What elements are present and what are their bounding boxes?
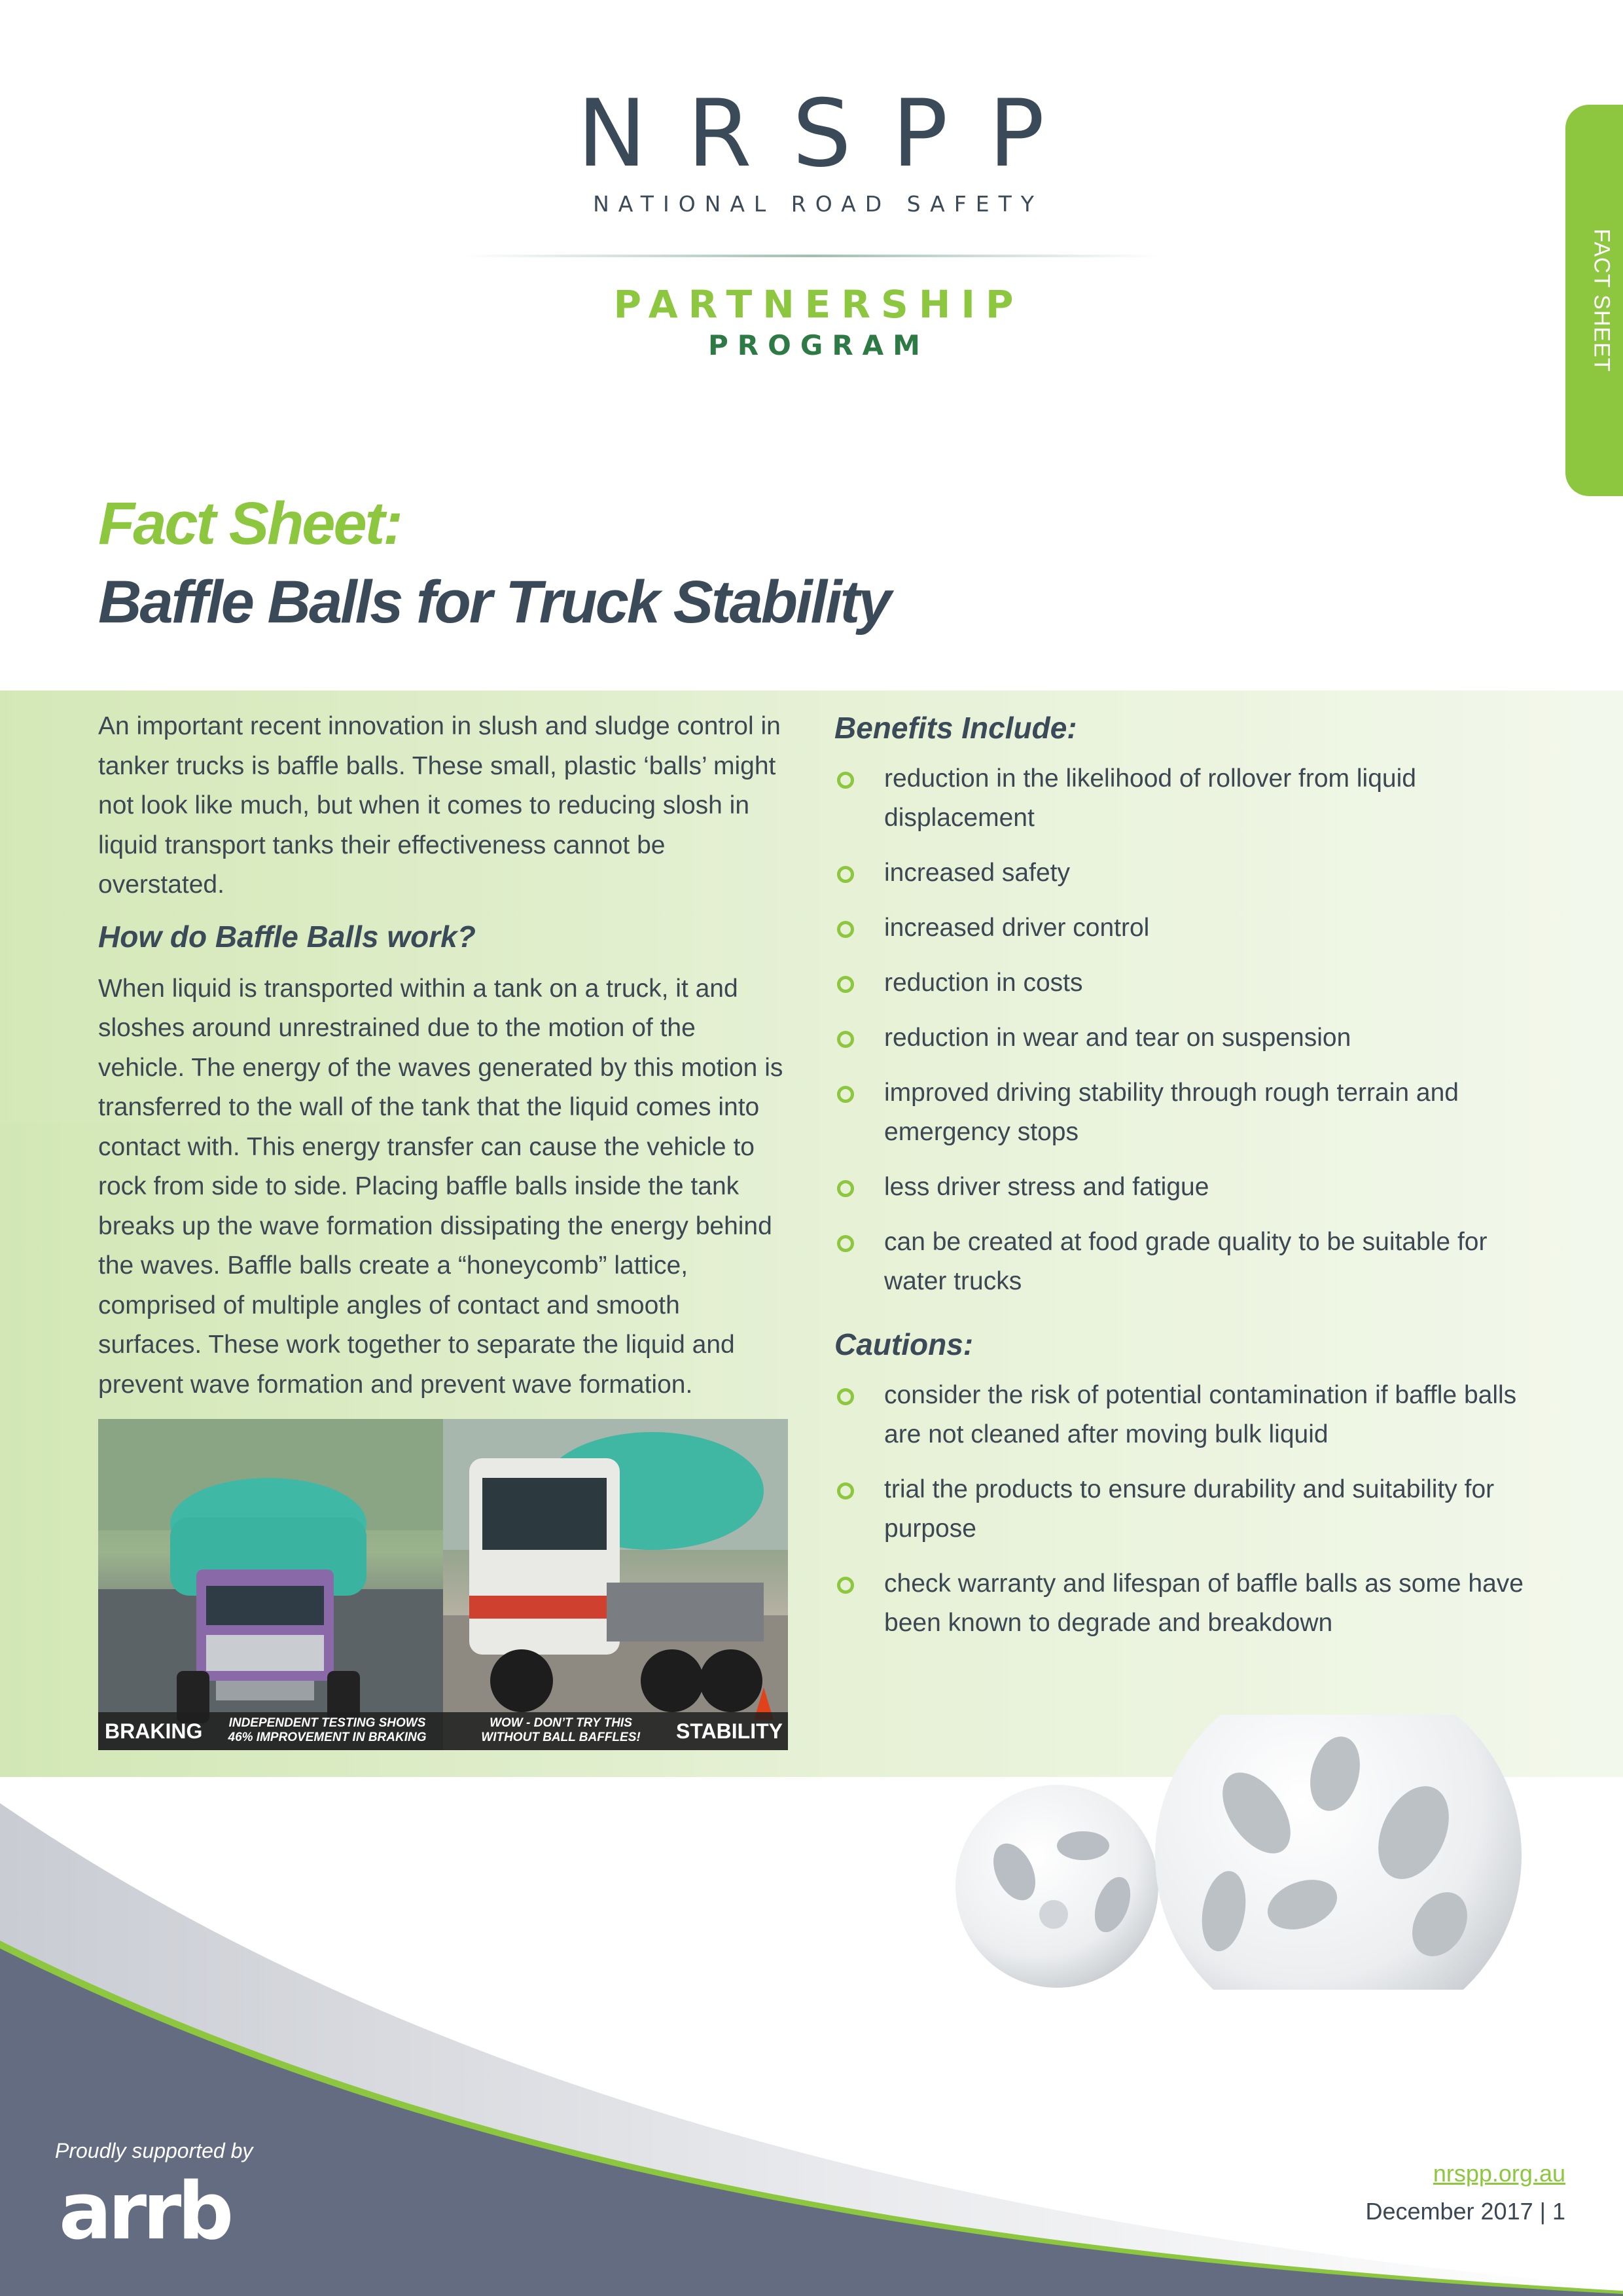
logo-program: PROGRAM	[708, 329, 929, 361]
cautions-heading: Cautions:	[834, 1327, 974, 1361]
arrb-logo: arrb	[59, 2166, 230, 2257]
intro-paragraph: An important recent innovation in slush and sludge control in tanker trucks is baffle balls. These small, plastic ‘balls’ might not look like much, but when it comes to reducing slosh in liquid transport tanks their effectiveness cannot be overstated.	[98, 712, 781, 899]
list-item: reduction in wear and tear on suspension	[834, 1018, 1541, 1058]
supported-by-label: Proudly supported by	[55, 2139, 253, 2162]
list-item: can be created at food grade quality to be suitable for water trucks	[834, 1223, 1541, 1301]
fact-sheet-tab-label: FACT SHEET	[1589, 228, 1614, 372]
braking-note: INDEPENDENT TESTING SHOWS 46% IMPROVEMENT IN BRAKING	[228, 1716, 427, 1744]
list-item: less driver stress and fatigue	[834, 1168, 1541, 1207]
stability-note: WOW - DON’T TRY THIS WITHOUT BALL BAFFLES!	[481, 1716, 641, 1744]
logo-partnership: PARTNERSHIP	[613, 282, 1024, 327]
bullet-icon	[837, 1235, 854, 1252]
date-page-number: December 2017 | 1	[1365, 2198, 1565, 2225]
truck-braking-illustration	[98, 1419, 443, 1750]
right-column	[834, 707, 1541, 1659]
title-line-1: Fact Sheet:	[98, 490, 401, 557]
list-item: check warranty and lifespan of baffle balls as some have been known to degrade and breakdown	[834, 1564, 1541, 1643]
bullet-icon	[837, 1577, 854, 1594]
baffle-balls-illustration	[916, 1715, 1544, 1990]
bullet-icon	[837, 976, 854, 993]
benefits-heading: Benefits Include:	[834, 711, 1077, 745]
bullet-icon	[837, 866, 854, 883]
benefits-list	[834, 759, 1541, 1301]
braking-label: BRAKING	[105, 1719, 203, 1743]
title-line-2: Baffle Balls for Truck Stability	[98, 569, 890, 636]
bullet-icon	[837, 1086, 854, 1103]
stability-label: STABILITY	[676, 1719, 783, 1743]
list-item: trial the products to ensure durability and suitability for purpose	[834, 1470, 1541, 1549]
truck-photos	[98, 1419, 788, 1750]
list-item: consider the risk of potential contamination if baffle balls are not cleaned after moving bulk liquid	[834, 1376, 1541, 1454]
bullet-icon	[837, 1388, 854, 1405]
list-item: improved driving stability through rough terrain and emergency stops	[834, 1073, 1541, 1152]
truck-stability-illustration	[443, 1419, 788, 1750]
how-heading: How do Baffle Balls work?	[98, 919, 476, 954]
left-column	[98, 707, 785, 1405]
list-item: reduction in costs	[834, 963, 1541, 1003]
logo-divider	[465, 255, 1158, 257]
bullet-icon	[837, 1180, 854, 1197]
list-item: increased safety	[834, 853, 1541, 893]
stability-photo	[443, 1419, 788, 1750]
list-item: reduction in the likelihood of rollover from liquid displacement	[834, 759, 1541, 838]
logo-wordmark: NRSPP	[577, 80, 1086, 188]
nrspp-logo	[0, 80, 1623, 361]
how-paragraph: When liquid is transported within a tank on a truck, it and sloshes around unrestrained due to the motion of the vehicle. The energy of the waves generated by this motion is transferred to the wall of the tank that the liquid comes into contact with. This energy transfer can cause the vehicle to rock from side to side. Placing baffle balls inside the tank breaks up the wave formation dissipating the energy behind the waves. Baffle balls create a “honeycomb” lattice, comprised of multiple angles of contact and smooth surfaces. These work together to separate the liquid and prevent wave formation and prevent wave formation.	[98, 974, 783, 1399]
page-title	[98, 484, 889, 641]
fact-sheet-tab	[1565, 105, 1623, 496]
list-item: increased driver control	[834, 908, 1541, 948]
bullet-icon	[837, 1482, 854, 1499]
website-link[interactable]: nrspp.org.au	[1433, 2160, 1565, 2187]
cautions-list	[834, 1376, 1541, 1643]
logo-subtitle: NATIONAL ROAD SAFETY	[593, 191, 1043, 217]
bullet-icon	[837, 772, 854, 789]
braking-photo	[98, 1419, 443, 1750]
bullet-icon	[837, 1031, 854, 1048]
bullet-icon	[837, 921, 854, 938]
